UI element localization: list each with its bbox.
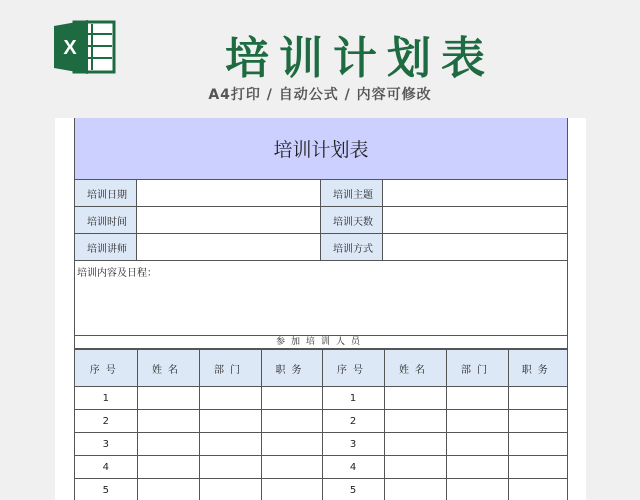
table-cell[interactable]: 3 (322, 433, 384, 456)
table-cell[interactable] (199, 410, 261, 433)
participants-table (75, 349, 567, 500)
table-cell[interactable] (137, 479, 199, 500)
col-header: 部门 (446, 350, 508, 387)
table-cell[interactable] (384, 410, 446, 433)
header-row (75, 350, 567, 387)
info-row (75, 234, 567, 261)
info-row (75, 207, 567, 234)
col-header: 序号 (75, 350, 137, 387)
table-cell[interactable]: 1 (322, 387, 384, 410)
table-cell[interactable] (508, 456, 567, 479)
table-row (75, 387, 567, 410)
label-trainer: 培训讲师 (75, 234, 137, 260)
table-cell[interactable]: 1 (75, 387, 137, 410)
form-title: 培训计划表 (75, 118, 567, 180)
table-cell[interactable] (261, 456, 322, 479)
table-cell[interactable] (446, 456, 508, 479)
table-cell[interactable] (261, 479, 322, 500)
col-header: 职务 (508, 350, 567, 387)
table-cell[interactable] (446, 479, 508, 500)
table-cell[interactable] (446, 433, 508, 456)
banner-subtitle: A4打印 / 自动公式 / 内容可修改 (208, 87, 432, 103)
table-cell[interactable] (199, 387, 261, 410)
table-cell[interactable] (384, 433, 446, 456)
label-days: 培训天数 (321, 207, 383, 233)
table-cell[interactable]: 5 (322, 479, 384, 500)
table-row (75, 410, 567, 433)
table-cell[interactable]: 2 (75, 410, 137, 433)
info-row (75, 180, 567, 207)
table-cell[interactable] (199, 479, 261, 500)
col-header: 序号 (322, 350, 384, 387)
table-cell[interactable] (261, 410, 322, 433)
table-cell[interactable] (199, 456, 261, 479)
label-date: 培训日期 (75, 180, 137, 206)
table-cell[interactable]: 5 (75, 479, 137, 500)
label-topic: 培训主题 (321, 180, 383, 206)
date-cell[interactable] (137, 180, 321, 206)
col-header: 部门 (199, 350, 261, 387)
table-cell[interactable] (261, 433, 322, 456)
col-header: 职务 (261, 350, 322, 387)
method-cell[interactable] (383, 234, 567, 260)
table-cell[interactable] (261, 387, 322, 410)
table-cell[interactable] (137, 410, 199, 433)
table-cell[interactable] (137, 433, 199, 456)
table-cell[interactable] (199, 433, 261, 456)
table-cell[interactable] (384, 387, 446, 410)
col-header: 姓名 (384, 350, 446, 387)
label-time: 培训时间 (75, 207, 137, 233)
table-cell[interactable]: 4 (75, 456, 137, 479)
section-title: 参加培训人员 (75, 335, 567, 349)
content-schedule-cell[interactable]: 培训内容及日程： (77, 268, 157, 279)
table-cell[interactable] (384, 456, 446, 479)
trainer-cell[interactable] (137, 234, 321, 260)
table-cell[interactable] (384, 479, 446, 500)
table-cell[interactable]: 2 (322, 410, 384, 433)
table-row (75, 479, 567, 500)
col-header: 姓名 (137, 350, 199, 387)
table-cell[interactable] (446, 410, 508, 433)
days-cell[interactable] (383, 207, 567, 233)
logo-letter: X (63, 37, 77, 59)
table-cell[interactable]: 3 (75, 433, 137, 456)
table-cell[interactable] (137, 387, 199, 410)
table-row (75, 433, 567, 456)
table-cell[interactable] (508, 433, 567, 456)
table-cell[interactable] (137, 456, 199, 479)
label-method: 培训方式 (321, 234, 383, 260)
plan-form (74, 118, 568, 500)
table-cell[interactable] (446, 387, 508, 410)
table-cell[interactable] (508, 479, 567, 500)
topic-cell[interactable] (383, 180, 567, 206)
table-cell[interactable] (508, 387, 567, 410)
time-cell[interactable] (137, 207, 321, 233)
table-cell[interactable] (508, 410, 567, 433)
banner-title: 培训计划表 (225, 33, 495, 84)
table-cell[interactable]: 4 (322, 456, 384, 479)
table-row (75, 456, 567, 479)
